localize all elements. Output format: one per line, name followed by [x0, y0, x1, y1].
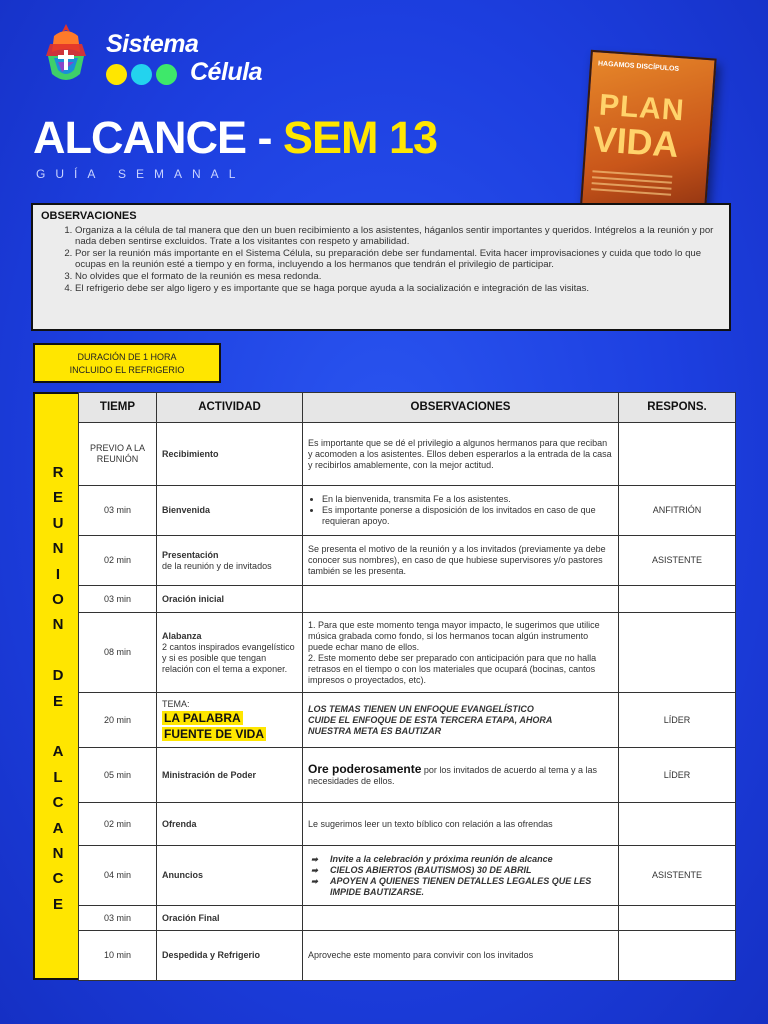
row-activity: Ministración de Poder — [157, 748, 303, 803]
header-actividad: ACTIVIDAD — [157, 393, 303, 423]
side-label-letter: L — [53, 768, 63, 786]
row-observation-line: LOS TEMAS TIENEN UN ENFOQUE EVANGELÍSTICO — [308, 703, 534, 714]
row-responsible: LÍDER — [619, 693, 736, 748]
row-activity-sub: 2 cantos inspirados evangelístico y si es posible que tengan relación con el tema a exponer. — [162, 641, 295, 674]
row-observation — [303, 613, 619, 693]
observation-item: 3. No olvides que el formato de la reunión es mesa redonda. — [75, 271, 721, 283]
table-row — [79, 486, 736, 536]
row-observation: Le sugerimos leer un texto bíblico con relación a las ofrendas — [303, 803, 619, 846]
duration-line1: DURACIÓN DE 1 HORA — [77, 352, 177, 362]
row-activity: Recibimiento — [157, 423, 303, 486]
table-row — [79, 846, 736, 906]
row-time: 03 min — [79, 586, 157, 613]
row-observation — [303, 693, 619, 748]
row-responsible — [619, 803, 736, 846]
side-label-letter: D — [52, 667, 64, 685]
row-activity — [157, 536, 303, 586]
table-row — [79, 748, 736, 803]
observation-item: 2. Por ser la reunión más importante en el Sistema Célula, su preparación debe ser fundamental. Evita hacer improvisaciones y cuida que todo lo que ocupas en la reunión esté a tiempo y en forma, incluyendo a los hermanos que tendrán el privilegio de participar. — [75, 248, 721, 271]
row-activity: Despedida y Refrigerio — [157, 931, 303, 981]
list-item: ➡ APOYEN A QUIENES TIENEN DETALLES LEGALES QUE LES IMPIDE BAUTIZARSE. — [308, 876, 613, 898]
row-activity — [157, 693, 303, 748]
brand-logo — [40, 22, 270, 92]
row-activity-title: Presentación — [162, 549, 219, 560]
row-responsible — [619, 423, 736, 486]
row-activity: Oración Final — [157, 906, 303, 931]
row-activity-sub: de la reunión y de invitados — [162, 560, 272, 571]
row-observation-line: 1. Para que este momento tenga mayor impacto, le sugerimos que utilice música grabada como fondo, si los hermanos tocan algún instrumento puede echar mano de ellos. — [308, 619, 600, 652]
row-responsible: ANFITRIÓN — [619, 486, 736, 536]
row-observation-list — [308, 494, 613, 527]
side-label-letter: C — [52, 794, 64, 812]
row-observation — [303, 846, 619, 906]
row-observation-line: NUESTRA META ES BAUTIZAR — [308, 725, 442, 736]
title-highlight: SEM 13 — [283, 112, 438, 163]
brand-name-line1: Sistema — [106, 30, 199, 58]
row-responsible — [619, 613, 736, 693]
table-row — [79, 586, 736, 613]
row-responsible: LÍDER — [619, 748, 736, 803]
row-time: 02 min — [79, 536, 157, 586]
observations-heading: OBSERVACIONES — [41, 210, 137, 222]
row-activity — [157, 613, 303, 693]
row-time: PREVIO A LA REUNIÓN — [79, 423, 157, 486]
list-item: ➡ Invite a la celebración y próxima reunión de alcance — [308, 854, 613, 865]
row-observation: Es importante que se dé el privilegio a algunos hermanos para que reciban y acomoden a los asistentes. Ellos deben esperarlos a la entrada de la casa y recibirlos amablemente, con la mejor actitud. — [303, 423, 619, 486]
brand-dot-green — [156, 64, 177, 85]
list-item: • En la bienvenida, transmita Fe a los asistentes. — [322, 494, 613, 505]
book-title-vida: VIDA — [591, 118, 680, 166]
row-time: 05 min — [79, 748, 157, 803]
table-row — [79, 803, 736, 846]
side-label-letter: E — [52, 692, 63, 710]
table-header-row — [79, 393, 736, 423]
list-item: ➡ CIELOS ABIERTOS (BAUTISMOS) 30 DE ABRIL — [308, 865, 613, 876]
brand-dots — [106, 64, 177, 85]
book-decoration — [591, 170, 672, 200]
row-observation: Aproveche este momento para convivir con los invitados — [303, 931, 619, 981]
row-observation — [303, 748, 619, 803]
title-main: ALCANCE - — [33, 112, 272, 163]
side-label-letter: I — [55, 565, 61, 583]
page-subtitle: GUÍA SEMANAL — [36, 167, 246, 181]
row-observation — [303, 486, 619, 536]
side-label-letter: N — [52, 616, 64, 634]
observations-panel — [31, 203, 731, 331]
row-observation-rest: por los invitados de acuerdo al tema y a las necesidades de ellos. — [308, 764, 597, 786]
topic-highlight-line2: FUENTE DE VIDA — [164, 726, 265, 741]
book-cover-image — [579, 50, 716, 224]
row-activity: Bienvenida — [157, 486, 303, 536]
row-responsible — [619, 906, 736, 931]
row-observation-list — [308, 854, 613, 898]
row-activity: Ofrenda — [157, 803, 303, 846]
row-time: 02 min — [79, 803, 157, 846]
header-observaciones: OBSERVACIONES — [303, 393, 619, 423]
row-activity: Anuncios — [157, 846, 303, 906]
side-label-letter: O — [52, 591, 64, 608]
row-observation — [303, 586, 619, 613]
row-observation-strong: Ore poderosamente — [308, 761, 422, 776]
row-activity-title: Alabanza — [162, 630, 202, 641]
side-label-bar — [33, 392, 79, 980]
row-time: 08 min — [79, 613, 157, 693]
row-activity: Oración inicial — [157, 586, 303, 613]
table-row — [79, 931, 736, 981]
row-time: 03 min — [79, 906, 157, 931]
row-time: 04 min — [79, 846, 157, 906]
table-row — [79, 536, 736, 586]
table-row — [79, 613, 736, 693]
side-label-letter: A — [52, 819, 64, 837]
side-label-letter: C — [52, 870, 64, 888]
duration-box — [33, 343, 221, 383]
row-time: 03 min — [79, 486, 157, 536]
book-title-plan: PLAN — [597, 88, 686, 128]
row-time: 20 min — [79, 693, 157, 748]
row-responsible: ASISTENTE — [619, 536, 736, 586]
table-row — [79, 693, 736, 748]
row-time: 10 min — [79, 931, 157, 981]
book-top-text: HAGAMOS DISCÍPULOS — [597, 60, 680, 73]
side-label-letter: N — [52, 540, 64, 558]
schedule-table — [78, 392, 736, 981]
header-responsable: RESPONS. — [619, 393, 736, 423]
row-observation-line: CUIDE EL ENFOQUE DE ESTA TERCERA ETAPA, AHORA — [308, 714, 553, 725]
table-row — [79, 423, 736, 486]
brand-dot-cyan — [131, 64, 152, 85]
duration-line2: INCLUIDO EL REFRIGERIO — [69, 365, 185, 375]
church-logo-icon — [40, 22, 92, 88]
side-label-letter: E — [52, 895, 63, 913]
row-activity-label: TEMA: — [162, 698, 190, 709]
row-observation: Se presenta el motivo de la reunión y a los invitados (previamente ya debe conocer sus nombres), en caso de que hubiese supervisores y/o pastores también se les presenta. — [303, 536, 619, 586]
side-label-letter: N — [52, 845, 64, 862]
brand-dot-yellow — [106, 64, 127, 85]
observations-list — [41, 225, 721, 295]
row-responsible — [619, 931, 736, 981]
list-item: • Es importante ponerse a disposición de los invitados en caso de que requieran apoyo. — [322, 505, 613, 527]
side-label-letter: A — [52, 743, 64, 761]
side-label-letter: E — [52, 489, 63, 507]
row-observation-line: 2. Este momento debe ser preparado con anticipación para que no halla retrasos en el tiempo o con los materiales que ocupará (bocinas, cantos impresos o proyectados, etc). — [308, 652, 597, 685]
side-label-letter: R — [52, 464, 64, 481]
brand-name-line2: Célula — [190, 58, 263, 86]
topic-highlight-line1: LA PALABRA — [164, 710, 241, 725]
row-responsible — [619, 586, 736, 613]
table-row — [79, 906, 736, 931]
observation-item: 4. El refrigerio debe ser algo ligero y es importante que se haga porque ayuda a la socialización e integración de las visitas. — [75, 283, 721, 295]
page-title — [33, 112, 437, 164]
row-responsible: ASISTENTE — [619, 846, 736, 906]
observation-item: 1. Organiza a la célula de tal manera que den un buen recibimiento a los asistentes, háganlos sentir importantes y queridos. Intégrelos a la reunión y por nada deben sentirse excluidos. Trate a los visitantes con respeto y amabilidad. — [75, 225, 721, 248]
side-label-letter: U — [52, 514, 64, 532]
row-observation — [303, 906, 619, 931]
header-tiempo: TIEMP — [79, 393, 157, 423]
